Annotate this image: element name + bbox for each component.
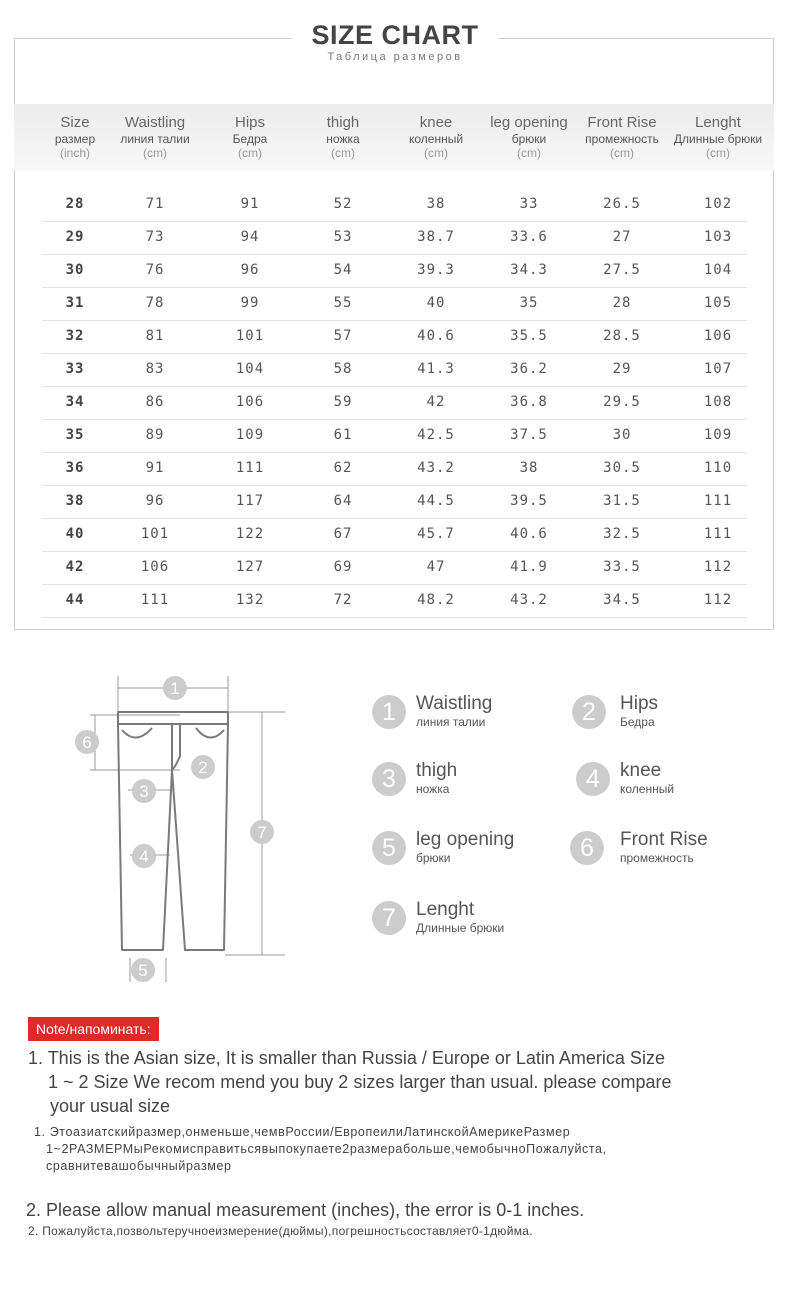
table-cell: 106 [140,559,170,575]
table-cell: 53 [333,229,353,245]
table-cell: 47 [426,559,446,575]
table-cell: 34.5 [603,592,641,608]
table-cell: 112 [703,559,733,575]
column-header-en: Size [60,114,90,131]
waistband-outline [118,712,228,724]
legend-number: 2 [572,695,606,729]
column-header-en: Waistling [124,114,186,131]
table-cell: 28.5 [603,328,641,344]
table-cell: 36 [65,460,85,476]
table-cell: 112 [703,592,733,608]
legend-number: 6 [570,831,604,865]
column-header-unit: (cm) [610,146,634,161]
table-cell: 106 [235,394,265,410]
table-cell: 94 [240,229,260,245]
table-cell: 48.2 [417,592,455,608]
marker-7: 7 [257,823,267,842]
table-cell: 78 [145,295,165,311]
note-1-line-3: your usual size [50,1096,171,1116]
legend-label: Waistling [416,693,493,714]
table-cell: 38 [65,493,85,509]
column-header-en: Hips [234,114,265,131]
legend-label-ru: ножка [416,782,450,796]
left-pocket [122,728,152,738]
note-2-line: 2. Please allow manual measurement (inches), the error is 0-1 inches. [26,1200,585,1220]
legend-number: 5 [372,831,406,865]
note-1-line-2: 1 ~ 2 Size We recom mend you buy 2 sizes larger than usual. please compare [48,1072,672,1092]
table-row [42,254,747,288]
legend-label: Front Rise [620,829,708,850]
column-header-ru: Длинные брюки [673,132,763,146]
column-header [481,114,577,161]
column-header [295,114,391,161]
table-cell: 40.6 [417,328,455,344]
table-cell: 33 [519,196,539,212]
pants-diagram [60,660,300,990]
table-cell: 35 [519,295,539,311]
table-cell: 41.9 [510,559,548,575]
table-cell: 29 [65,229,85,245]
legend-label-ru: линия талии [416,715,486,729]
column-header-ru: брюки [511,132,547,146]
table-cell: 43.2 [417,460,455,476]
table-cell: 111 [140,592,170,608]
table-cell: 44.5 [417,493,455,509]
marker-5: 5 [138,961,148,980]
table-row [42,386,747,420]
table-cell: 31 [65,295,85,311]
column-header-ru: промежность [585,132,659,146]
table-cell: 35 [65,427,85,443]
table-cell: 117 [235,493,265,509]
table-cell: 29.5 [603,394,641,410]
column-header-unit: (cm) [517,146,541,161]
legend-label-ru: брюки [416,851,451,865]
table-cell: 40.6 [510,526,548,542]
table-cell: 72 [333,592,353,608]
table-cell: 91 [145,460,165,476]
table-cell: 109 [235,427,265,443]
legend-label-ru: промежность [620,851,694,865]
table-cell: 40 [426,295,446,311]
table-cell: 55 [333,295,353,311]
table-cell: 109 [703,427,733,443]
table-cell: 32 [65,328,85,344]
legend-number: 7 [372,901,406,935]
note-1-ru-line-1: 1. Этоазиатскийразмер,онменьше,чемвРоссии/ЕвропеилиЛатинскойАмерикеРазмер [34,1125,571,1139]
table-cell: 57 [333,328,353,344]
table-cell: 76 [145,262,165,278]
table-cell: 69 [333,559,353,575]
table-cell: 26.5 [603,196,641,212]
table-cell: 45.7 [417,526,455,542]
column-header [107,114,203,161]
column-header-en: knee [419,114,453,131]
table-cell: 107 [703,361,733,377]
table-row [42,584,747,618]
table-cell: 111 [703,493,733,509]
table-cell: 30.5 [603,460,641,476]
table-cell: 36.8 [510,394,548,410]
table-cell: 31.5 [603,493,641,509]
table-cell: 39.3 [417,262,455,278]
table-cell: 54 [333,262,353,278]
legend-label-ru: Бедра [620,715,655,729]
legend-label: leg opening [416,829,515,850]
table-cell: 122 [235,526,265,542]
table-cell: 64 [333,493,353,509]
table-cell: 73 [145,229,165,245]
table-row [42,353,747,387]
table-cell: 34 [65,394,85,410]
table-cell: 36.2 [510,361,548,377]
table-cell: 58 [333,361,353,377]
table-row [42,188,747,222]
table-cell: 52 [333,196,353,212]
right-pocket [196,728,224,738]
marker-4: 4 [139,847,149,866]
column-header-en: Lenght [695,114,741,131]
table-cell: 81 [145,328,165,344]
table-cell: 27.5 [603,262,641,278]
table-cell: 37.5 [510,427,548,443]
table-cell: 111 [703,526,733,542]
table-cell: 28 [612,295,632,311]
note-1-ru-line-2: 1~2РАЗМЕРМыРекомисправитьсявыпокупаете2размерабольше,чемобычноПожалуйста, [46,1142,607,1156]
table-row [42,221,747,255]
note-1-ru-line-3: сравнитевашобычныйразмер [46,1159,232,1173]
table-cell: 38.7 [417,229,455,245]
table-cell: 27 [612,229,632,245]
note-2-ru-line: 2. Пожалуйста,позвольтеручноеизмерение(дюймы),погрешностьсоставляет0-1дюйма. [28,1224,533,1238]
table-cell: 38 [519,460,539,476]
table-cell: 86 [145,394,165,410]
marker-2: 2 [198,758,208,777]
column-header-unit: (cm) [706,146,730,161]
table-cell: 67 [333,526,353,542]
table-cell: 101 [235,328,265,344]
page-title: SIZE CHART [311,20,479,50]
table-row [42,287,747,321]
column-header-ru: ножка [326,132,360,146]
table-cell: 103 [703,229,733,245]
legend-label-ru: коленный [620,782,675,796]
marker-3: 3 [139,782,149,801]
table-cell: 106 [703,328,733,344]
table-cell: 91 [240,196,260,212]
column-header-unit: (inch) [59,146,90,161]
note-1-line-1: 1. This is the Asian size, It is smaller than Russia / Europe or Latin America Size [28,1048,665,1068]
table-row [42,551,747,585]
table-row [42,452,747,486]
column-header-en: leg opening [490,114,568,131]
table-cell: 30 [612,427,632,443]
table-row [42,518,747,552]
table-cell: 61 [333,427,353,443]
column-header [670,114,766,161]
column-header-unit: (cm) [238,146,262,161]
table-cell: 30 [65,262,85,278]
table-cell: 132 [235,592,265,608]
table-cell: 34.3 [510,262,548,278]
legend-label-ru: Длинные брюки [416,921,505,935]
legend-label: thigh [416,760,458,781]
legend-label: Lenght [416,899,475,920]
column-header-ru: Бедра [232,132,268,146]
table-cell: 71 [145,196,165,212]
table-cell: 42.5 [417,427,455,443]
fly-stitch [172,724,180,770]
page-subtitle: Таблица размеров [327,51,463,63]
table-cell: 127 [235,559,265,575]
table-cell: 32.5 [603,526,641,542]
table-cell: 43.2 [510,592,548,608]
table-cell: 96 [145,493,165,509]
table-cell: 40 [65,526,85,542]
table-cell: 39.5 [510,493,548,509]
table-cell: 44 [65,592,85,608]
table-cell: 108 [703,394,733,410]
table-row [42,485,747,519]
table-cell: 62 [333,460,353,476]
legend-label: Hips [620,693,659,714]
table-cell: 111 [235,460,265,476]
legend-number: 1 [372,695,406,729]
column-header-ru: размер [54,132,96,146]
legend-label: knee [620,760,662,781]
table-cell: 29 [612,361,632,377]
column-header-ru: линия талии [120,132,190,146]
table-cell: 33.5 [603,559,641,575]
table-cell: 28 [65,196,85,212]
table-cell: 59 [333,394,353,410]
column-header [202,114,298,161]
column-header [388,114,484,161]
table-cell: 102 [703,196,733,212]
table-cell: 99 [240,295,260,311]
table-cell: 41.3 [417,361,455,377]
table-row [42,320,747,354]
legend-number: 4 [576,762,610,796]
legend-number: 3 [372,762,406,796]
table-cell: 42 [65,559,85,575]
table-cell: 33 [65,361,85,377]
marker-6: 6 [82,733,92,752]
column-header-unit: (cm) [424,146,448,161]
column-header-unit: (cm) [143,146,167,161]
column-header [574,114,670,161]
table-cell: 42 [426,394,446,410]
table-row [42,419,747,453]
note-label: Note/напоминать: [28,1017,159,1041]
table-cell: 89 [145,427,165,443]
table-cell: 110 [703,460,733,476]
table-cell: 101 [140,526,170,542]
table-cell: 96 [240,262,260,278]
marker-1: 1 [170,679,180,698]
column-header-ru: коленный [408,132,464,146]
table-cell: 35.5 [510,328,548,344]
column-header-en: thigh [326,114,360,131]
table-cell: 105 [703,295,733,311]
table-cell: 104 [703,262,733,278]
table-cell: 33.6 [510,229,548,245]
table-cell: 38 [426,196,446,212]
table-cell: 83 [145,361,165,377]
column-header-en: Front Rise [587,114,657,131]
column-header-unit: (cm) [331,146,355,161]
table-cell: 104 [235,361,265,377]
